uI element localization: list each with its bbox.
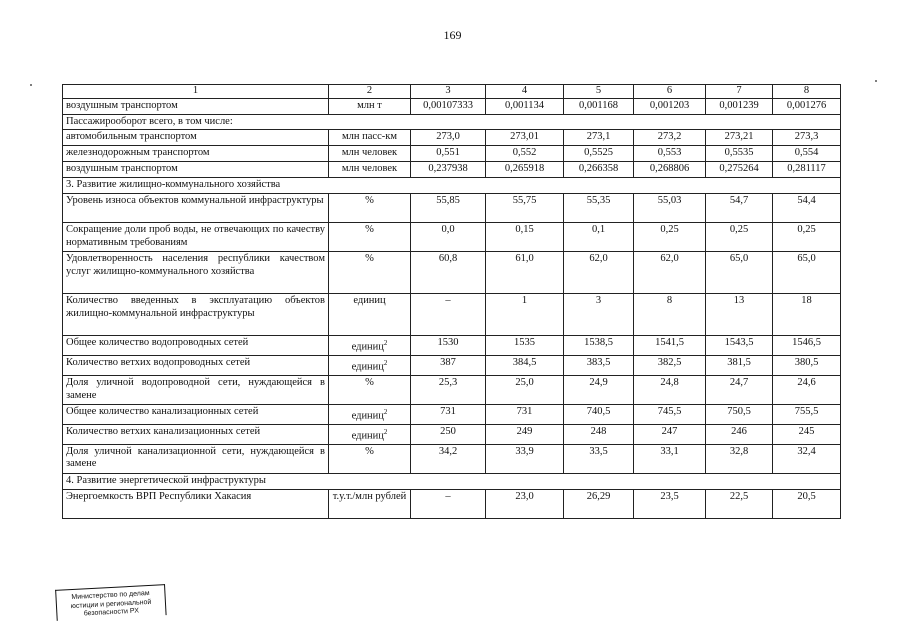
unit-cell (329, 356, 411, 376)
stamp-line: безопасности РХ (83, 607, 140, 618)
value-cell: 273,3 (773, 130, 841, 146)
column-header: 3 (411, 85, 486, 99)
value-cell: 0,551 (411, 146, 486, 162)
value-cell: 0,275264 (706, 162, 773, 178)
value-cell: 273,0 (411, 130, 486, 146)
stamp-text (55, 584, 166, 620)
unit-cell (329, 146, 411, 162)
value-cell: 731 (411, 405, 486, 425)
value-cell: 0,25 (634, 223, 706, 252)
value-cell: 24,6 (773, 376, 841, 405)
value-cell: 25,3 (411, 376, 486, 405)
unit-text: % (365, 446, 374, 458)
value-cell: 1546,5 (773, 336, 841, 356)
indicator-name: Общее количество водопроводных сетей (63, 336, 329, 356)
value-cell: 1538,5 (564, 336, 634, 356)
value-cell: 273,1 (564, 130, 634, 146)
unit-text: млн т (357, 100, 382, 111)
scan-speck (875, 80, 877, 82)
value-cell: 245 (773, 425, 841, 445)
stamp-line: юстиции и региональной (70, 598, 152, 610)
value-cell: 54,7 (706, 194, 773, 223)
value-cell: 750,5 (706, 405, 773, 425)
value-cell: 383,5 (564, 356, 634, 376)
unit-text: единиц (353, 295, 386, 307)
value-cell: 1 (486, 294, 564, 336)
value-cell: – (411, 490, 486, 519)
value-cell: 62,0 (634, 252, 706, 294)
table-row (63, 294, 841, 336)
unit-cell (329, 490, 411, 519)
value-cell: 273,2 (634, 130, 706, 146)
table-row (63, 376, 841, 405)
unit-text: единиц (351, 361, 384, 373)
column-header: 5 (564, 85, 634, 99)
value-cell: 0,5525 (564, 146, 634, 162)
indicator-name: Сокращение доли проб воды, не отвечающих по качеству нормативным требованиям (63, 223, 329, 252)
unit-text: единиц (351, 410, 384, 422)
value-cell: 382,5 (634, 356, 706, 376)
column-header: 7 (706, 85, 773, 99)
value-cell: 273,01 (486, 130, 564, 146)
unit-superscript: 2 (383, 428, 388, 437)
table-header-row (63, 85, 841, 99)
value-cell: 18 (773, 294, 841, 336)
section-title: Пассажирооборот всего, в том числе: (63, 115, 841, 130)
value-cell: 0,268806 (634, 162, 706, 178)
value-cell: 0,281117 (773, 162, 841, 178)
table-row (63, 425, 841, 445)
value-cell: 0,001203 (634, 99, 706, 115)
indicator-name: Доля уличной водопроводной сети, нуждающейся в замене (63, 376, 329, 405)
value-cell: 24,7 (706, 376, 773, 405)
value-cell: 33,5 (564, 445, 634, 474)
unit-text: млн пасс-км (342, 131, 397, 143)
value-cell: 23,5 (634, 490, 706, 519)
table-body (63, 85, 841, 519)
value-cell: 65,0 (706, 252, 773, 294)
value-cell: 740,5 (564, 405, 634, 425)
scan-speck (30, 84, 32, 86)
section-title: 3. Развитие жилищно-коммунального хозяйства (63, 178, 841, 194)
value-cell: 745,5 (634, 405, 706, 425)
value-cell: 247 (634, 425, 706, 445)
unit-cell (329, 252, 411, 294)
value-cell: 23,0 (486, 490, 564, 519)
table-row (63, 356, 841, 376)
unit-cell (329, 376, 411, 405)
unit-cell (329, 162, 411, 178)
table-row (63, 336, 841, 356)
value-cell: 0,15 (486, 223, 564, 252)
value-cell: 55,03 (634, 194, 706, 223)
value-cell: 0,553 (634, 146, 706, 162)
unit-cell (329, 130, 411, 146)
column-header: 2 (329, 85, 411, 99)
indicator-name: автомобильным транспортом (63, 130, 329, 146)
value-cell: 387 (411, 356, 486, 376)
indicator-name: Количество ветхих канализационных сетей (63, 425, 329, 445)
value-cell: 25,0 (486, 376, 564, 405)
unit-text: % (365, 253, 374, 265)
indicator-name: Уровень износа объектов коммунальной инфраструктуры (63, 194, 329, 223)
value-cell: 62,0 (564, 252, 634, 294)
column-header: 4 (486, 85, 564, 99)
ministry-stamp (55, 584, 167, 626)
unit-text: единиц (351, 430, 384, 442)
value-cell: 0,001134 (486, 99, 564, 115)
column-header: 1 (63, 85, 329, 99)
unit-superscript: 2 (383, 359, 388, 368)
value-cell: 24,9 (564, 376, 634, 405)
indicator-name: воздушным транспортом (63, 99, 329, 115)
value-cell: 0,00107333 (411, 99, 486, 115)
value-cell: 1535 (486, 336, 564, 356)
value-cell: 55,75 (486, 194, 564, 223)
value-cell: 34,2 (411, 445, 486, 474)
value-cell: 0,554 (773, 146, 841, 162)
value-cell: 32,8 (706, 445, 773, 474)
unit-cell (329, 294, 411, 336)
value-cell: 0,0 (411, 223, 486, 252)
unit-cell (329, 405, 411, 425)
value-cell: 3 (564, 294, 634, 336)
value-cell: 26,29 (564, 490, 634, 519)
unit-cell (329, 223, 411, 252)
value-cell: 273,21 (706, 130, 773, 146)
indicator-name: Количество ветхих водопроводных сетей (63, 356, 329, 376)
table-row (63, 162, 841, 178)
value-cell: 0,25 (773, 223, 841, 252)
value-cell: 20,5 (773, 490, 841, 519)
indicator-name: железнодорожным транспортом (63, 146, 329, 162)
table-row (63, 445, 841, 474)
column-header: 6 (634, 85, 706, 99)
unit-text: % (365, 195, 374, 207)
indicator-name: Удовлетворенность населения республики качеством услуг жилищно-коммунального хозяйства (63, 252, 329, 294)
value-cell: 755,5 (773, 405, 841, 425)
indicator-name: Доля уличной канализационной сети, нуждающейся в замене (63, 445, 329, 474)
value-cell: 0,001276 (773, 99, 841, 115)
unit-text: % (365, 224, 374, 236)
value-cell: 731 (486, 405, 564, 425)
section-row (63, 474, 841, 490)
unit-text: единиц (351, 341, 384, 353)
unit-text: млн человек (341, 147, 398, 159)
value-cell: 1541,5 (634, 336, 706, 356)
table-row (63, 99, 841, 115)
unit-cell (329, 194, 411, 223)
value-cell: 250 (411, 425, 486, 445)
value-cell: 0,266358 (564, 162, 634, 178)
unit-cell (329, 445, 411, 474)
table-row (63, 223, 841, 252)
table-row (63, 146, 841, 162)
value-cell: 0,552 (486, 146, 564, 162)
value-cell: 22,5 (706, 490, 773, 519)
section-row (63, 178, 841, 194)
value-cell: 61,0 (486, 252, 564, 294)
unit-cell (329, 99, 411, 115)
unit-superscript: 2 (383, 408, 388, 417)
unit-text: % (365, 377, 374, 389)
value-cell: 380,5 (773, 356, 841, 376)
table-row (63, 490, 841, 519)
value-cell: 0,265918 (486, 162, 564, 178)
unit-text: млн человек (341, 163, 398, 175)
value-cell: 0,001168 (564, 99, 634, 115)
table-row (63, 405, 841, 425)
value-cell: 55,85 (411, 194, 486, 223)
section-row (63, 115, 841, 130)
table-row (63, 194, 841, 223)
unit-superscript: 2 (383, 339, 388, 348)
value-cell: 381,5 (706, 356, 773, 376)
value-cell: 1543,5 (706, 336, 773, 356)
value-cell: 249 (486, 425, 564, 445)
page-number: 169 (443, 28, 462, 42)
stamp-line: Министерство по делам (71, 589, 150, 602)
value-cell: 384,5 (486, 356, 564, 376)
table-row (63, 252, 841, 294)
value-cell: 0,001239 (706, 99, 773, 115)
value-cell: 0,237938 (411, 162, 486, 178)
indicator-name: Общее количество канализационных сетей (63, 405, 329, 425)
unit-cell (329, 336, 411, 356)
value-cell: 33,1 (634, 445, 706, 474)
unit-text: т.у.т./млн рублей (332, 491, 407, 503)
indicator-name: воздушным транспортом (63, 162, 329, 178)
value-cell: 0,1 (564, 223, 634, 252)
value-cell: 1530 (411, 336, 486, 356)
indicator-name: Энергоемкость ВРП Республики Хакасия (63, 490, 329, 519)
value-cell: 8 (634, 294, 706, 336)
unit-cell (329, 425, 411, 445)
value-cell: 54,4 (773, 194, 841, 223)
indicator-name: Количество введенных в эксплуатацию объектов жилищно-коммунальной инфраструктуры (63, 294, 329, 336)
value-cell: – (411, 294, 486, 336)
value-cell: 0,25 (706, 223, 773, 252)
table-row (63, 130, 841, 146)
indicators-table (62, 84, 841, 519)
value-cell: 65,0 (773, 252, 841, 294)
value-cell: 55,35 (564, 194, 634, 223)
value-cell: 32,4 (773, 445, 841, 474)
value-cell: 246 (706, 425, 773, 445)
value-cell: 60,8 (411, 252, 486, 294)
value-cell: 0,5535 (706, 146, 773, 162)
section-title: 4. Развитие энергетической инфраструктуры (63, 474, 841, 490)
column-header: 8 (773, 85, 841, 99)
value-cell: 24,8 (634, 376, 706, 405)
value-cell: 13 (706, 294, 773, 336)
value-cell: 248 (564, 425, 634, 445)
value-cell: 33,9 (486, 445, 564, 474)
